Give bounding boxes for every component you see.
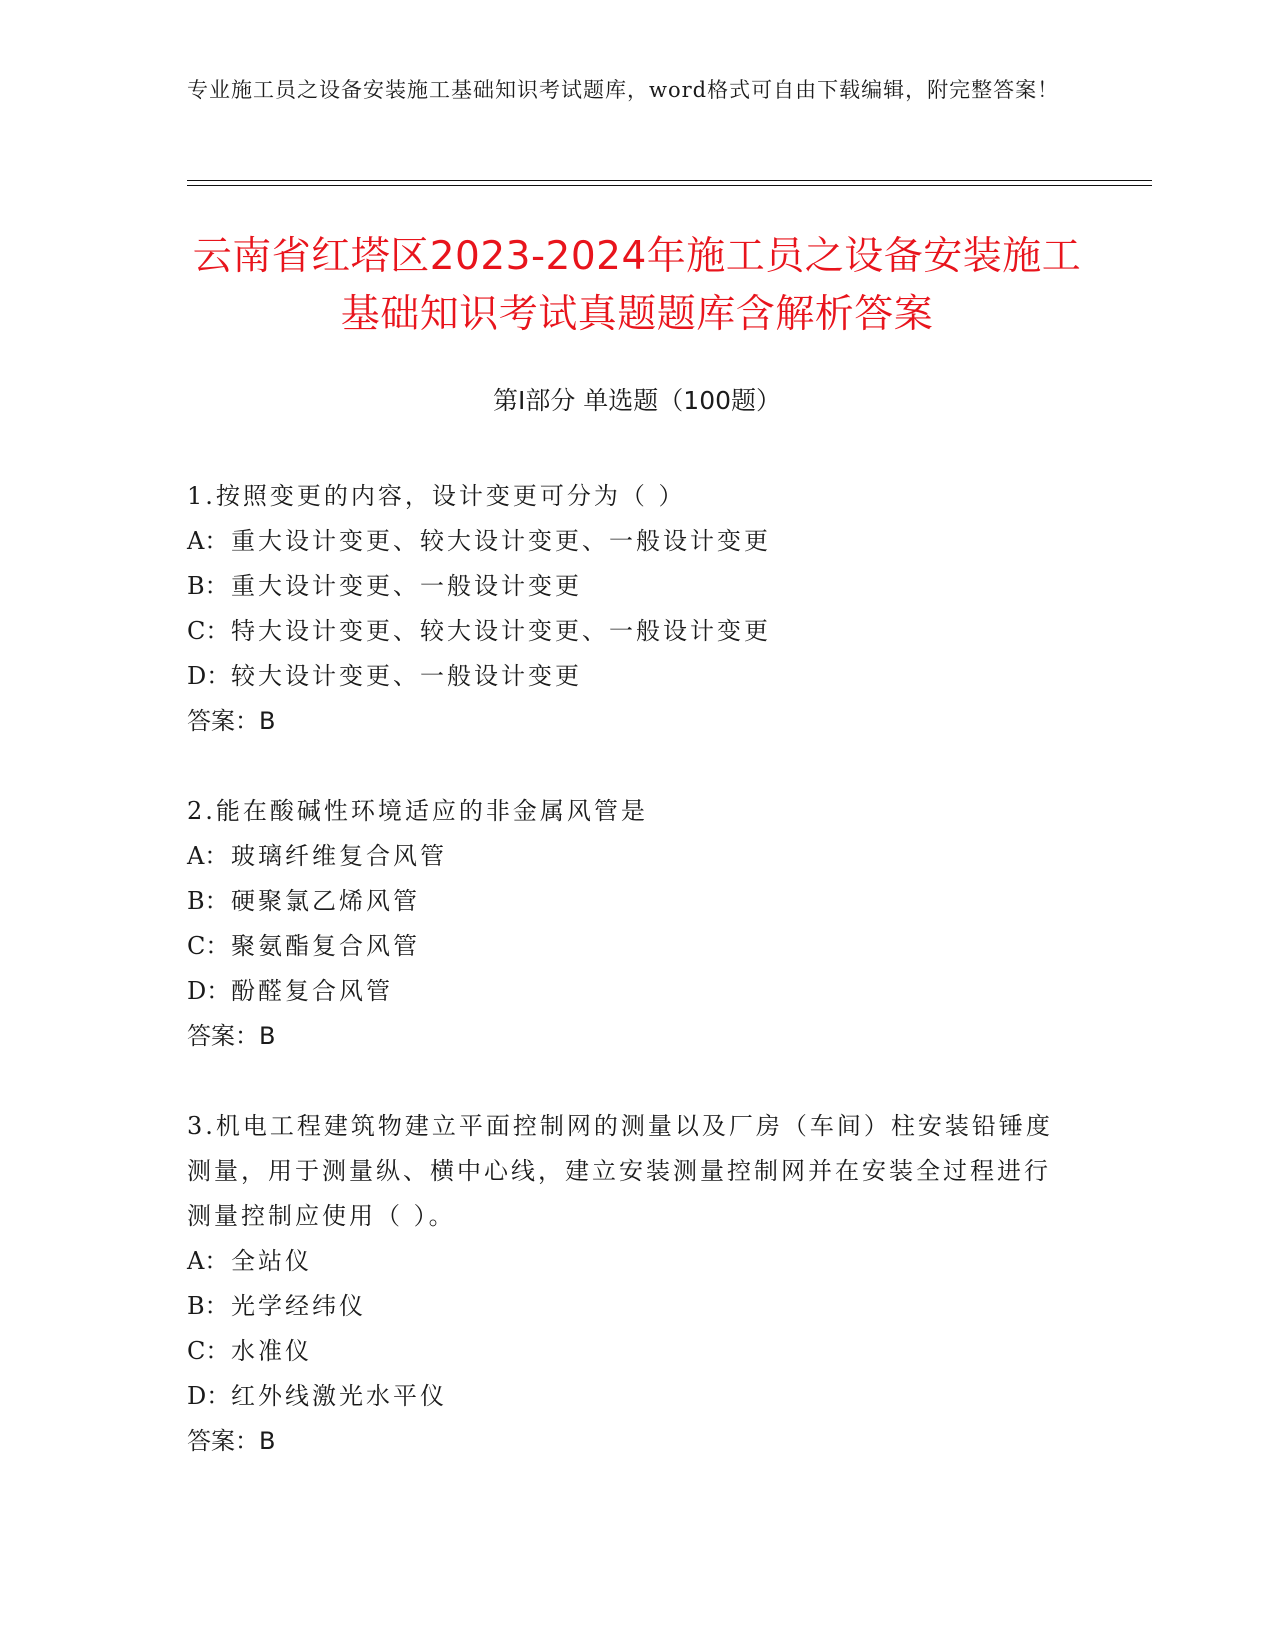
answer-line: 答案：B (187, 1427, 276, 1455)
question-item (187, 789, 1067, 1059)
option-text: 酚醛复合风管 (231, 977, 393, 1005)
option-b (187, 879, 1067, 924)
option-key: C： (187, 932, 230, 960)
option-key: A： (187, 527, 229, 555)
question-item (187, 474, 1067, 744)
option-text: 光学经纬仪 (231, 1292, 366, 1320)
option-key: C： (187, 617, 230, 645)
document-title: 云南省红塔区2023-2024年施工员之设备安装施工基础知识考试真题题库含解析答案 (192, 234, 1082, 337)
header-divider-top (187, 180, 1152, 181)
option-a (187, 1239, 1067, 1284)
option-text: 玻璃纤维复合风管 (231, 842, 447, 870)
option-a (187, 834, 1067, 879)
option-key: B： (187, 887, 229, 915)
option-key: A： (187, 1247, 229, 1275)
answer-line: 答案：B (187, 707, 276, 735)
option-a (187, 519, 1067, 564)
option-d (187, 654, 1067, 699)
option-b (187, 564, 1067, 609)
header-divider-bottom (187, 185, 1152, 186)
option-b (187, 1284, 1067, 1329)
option-text: 全站仪 (231, 1247, 312, 1275)
option-d (187, 969, 1067, 1014)
option-c (187, 924, 1067, 969)
option-c (187, 609, 1067, 654)
question-stem: 1.按照变更的内容，设计变更可分为（ ） (187, 482, 686, 510)
question-stem: 3.机电工程建筑物建立平面控制网的测量以及厂房（车间）柱安装铅锤度测量，用于测量纵、横中心线，建立安装测量控制网并在安装全过程进行测量控制应使用（ ）。 (187, 1112, 1053, 1230)
option-text: 特大设计变更、较大设计变更、一般设计变更 (231, 617, 771, 645)
option-key: D： (187, 662, 231, 690)
option-key: B： (187, 572, 229, 600)
option-text: 重大设计变更、较大设计变更、一般设计变更 (231, 527, 771, 555)
question-stem: 2.能在酸碱性环境适应的非金属风管是 (187, 797, 648, 825)
option-key: C： (187, 1337, 230, 1365)
option-c (187, 1329, 1067, 1374)
answer-line: 答案：B (187, 1022, 276, 1050)
option-key: B： (187, 1292, 229, 1320)
header-note: 专业施工员之设备安装施工基础知识考试题库，word格式可自由下载编辑，附完整答案！ (187, 78, 1060, 102)
section-heading: 第Ⅰ部分 单选题（100题） (492, 386, 782, 415)
option-d (187, 1374, 1067, 1419)
option-text: 红外线激光水平仪 (231, 1382, 447, 1410)
option-text: 较大设计变更、一般设计变更 (231, 662, 582, 690)
option-text: 聚氨酯复合风管 (231, 932, 420, 960)
question-item (187, 1104, 1067, 1464)
option-text: 硬聚氯乙烯风管 (231, 887, 420, 915)
option-key: D： (187, 1382, 231, 1410)
question-list (187, 474, 1067, 1509)
option-text: 水准仪 (231, 1337, 312, 1365)
option-key: D： (187, 977, 231, 1005)
option-text: 重大设计变更、一般设计变更 (231, 572, 582, 600)
option-key: A： (187, 842, 229, 870)
